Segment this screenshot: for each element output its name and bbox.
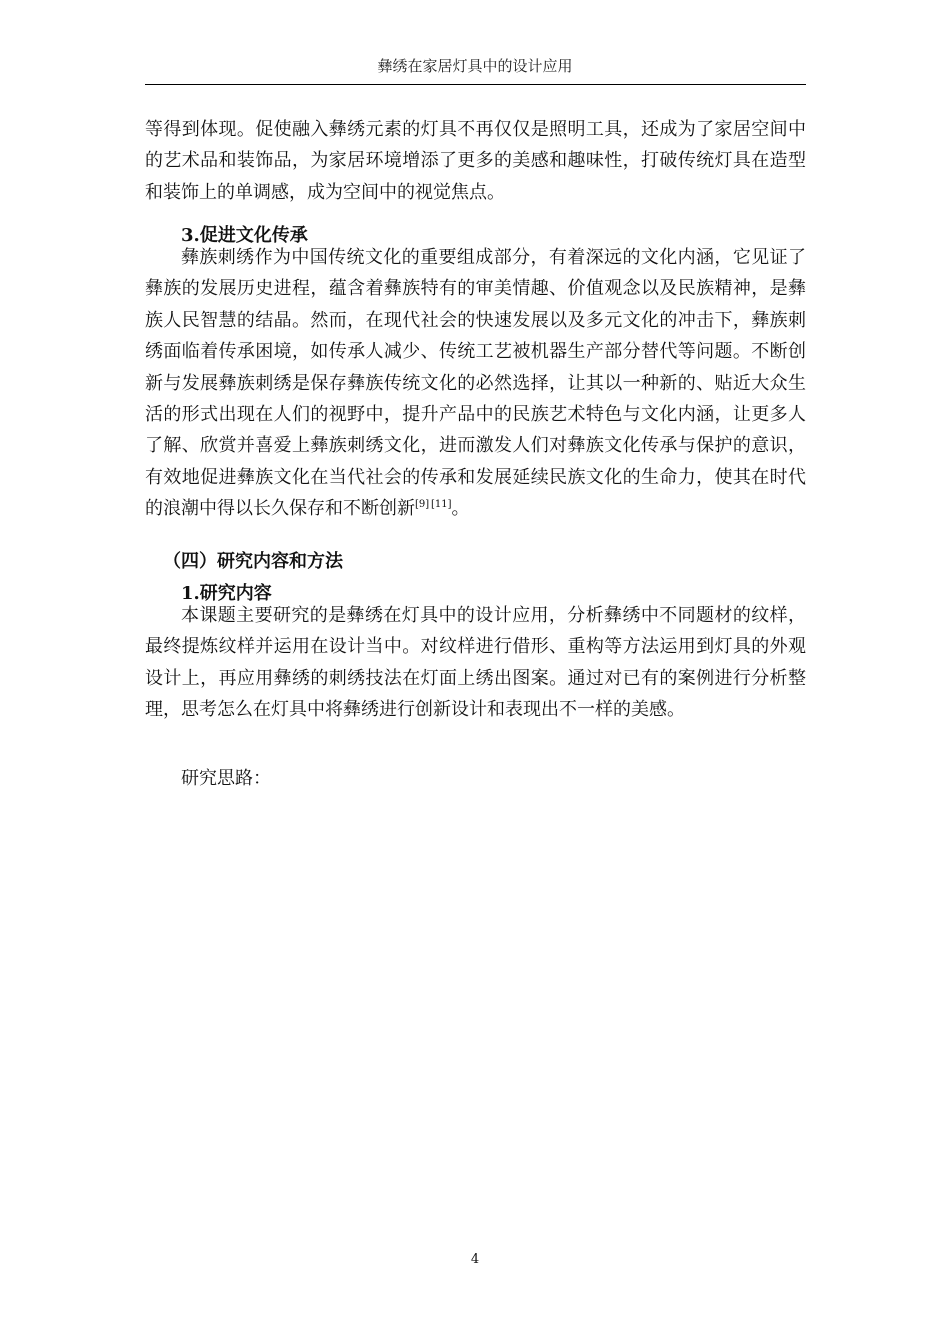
heading-promote-culture: 3.促进文化传承 [181, 225, 308, 246]
citation-11: [11] [430, 499, 452, 511]
heading-section-four: （四）研究内容和方法 [163, 551, 343, 572]
header-rule [145, 84, 806, 85]
paragraph-research-approach: 研究思路： [181, 768, 271, 789]
paragraph-culture-text: 彝族刺绣作为中国传统文化的重要组成部分，有着深远的文化内涵，它见证了彝族的发展历史进程，蕴含着彝族特有的审美情趣、价值观念以及民族精神，是彝族人民智慧的结晶。然而，在现代社会的快速发展以及多元文化的冲击下，彝族刺绣面临着传承困境，如传承人减少、传统工艺被机器生产部分替代等问题。不断创新与发展彝族刺绣是保存彝族传统文化的必然选择，让其以一种新的、贴近大众生活的形式出现在人们的视野中，提升产品中的民族艺术特色与文化内涵，让更多人了解、欣赏并喜爱上彝族刺绣文化，进而激发人们对彝族文化传承与保护的意识，有效地促进彝族文化在当代社会的传承和发展延续民族文化的生命力，使其在时代的浪潮中得以长久保存和不断创新 [145, 247, 806, 520]
heading-research-content: 1.研究内容 [181, 583, 272, 604]
paragraph-research-content: 本课题主要研究的是彝绣在灯具中的设计应用，分析彝绣中不同题材的纹样，最终提炼纹样并运用在设计当中。对纹样进行借形、重构等方法运用到灯具的外观设计上，再应用彝绣的刺绣技法在灯面上绣出图案。通过对已有的案例进行分析整理，思考怎么在灯具中将彝绣进行创新设计和表现出不一样的美感。 [145, 605, 806, 721]
paragraph-culture-end: 。 [451, 498, 470, 520]
running-header-title: 彝绣在家居灯具中的设计应用 [377, 57, 573, 75]
paragraph-intro: 等得到体现。促使融入彝绣元素的灯具不再仅仅是照明工具，还成为了家居空间中的艺术品和装饰品，为家居环境增添了更多的美感和趣味性，打破传统灯具在造型和装饰上的单调感，成为空间中的视觉焦点。 [145, 119, 806, 203]
citation-9: [9] [415, 499, 430, 511]
paragraph-culture [145, 242, 806, 525]
page-number: 4 [470, 1252, 480, 1267]
